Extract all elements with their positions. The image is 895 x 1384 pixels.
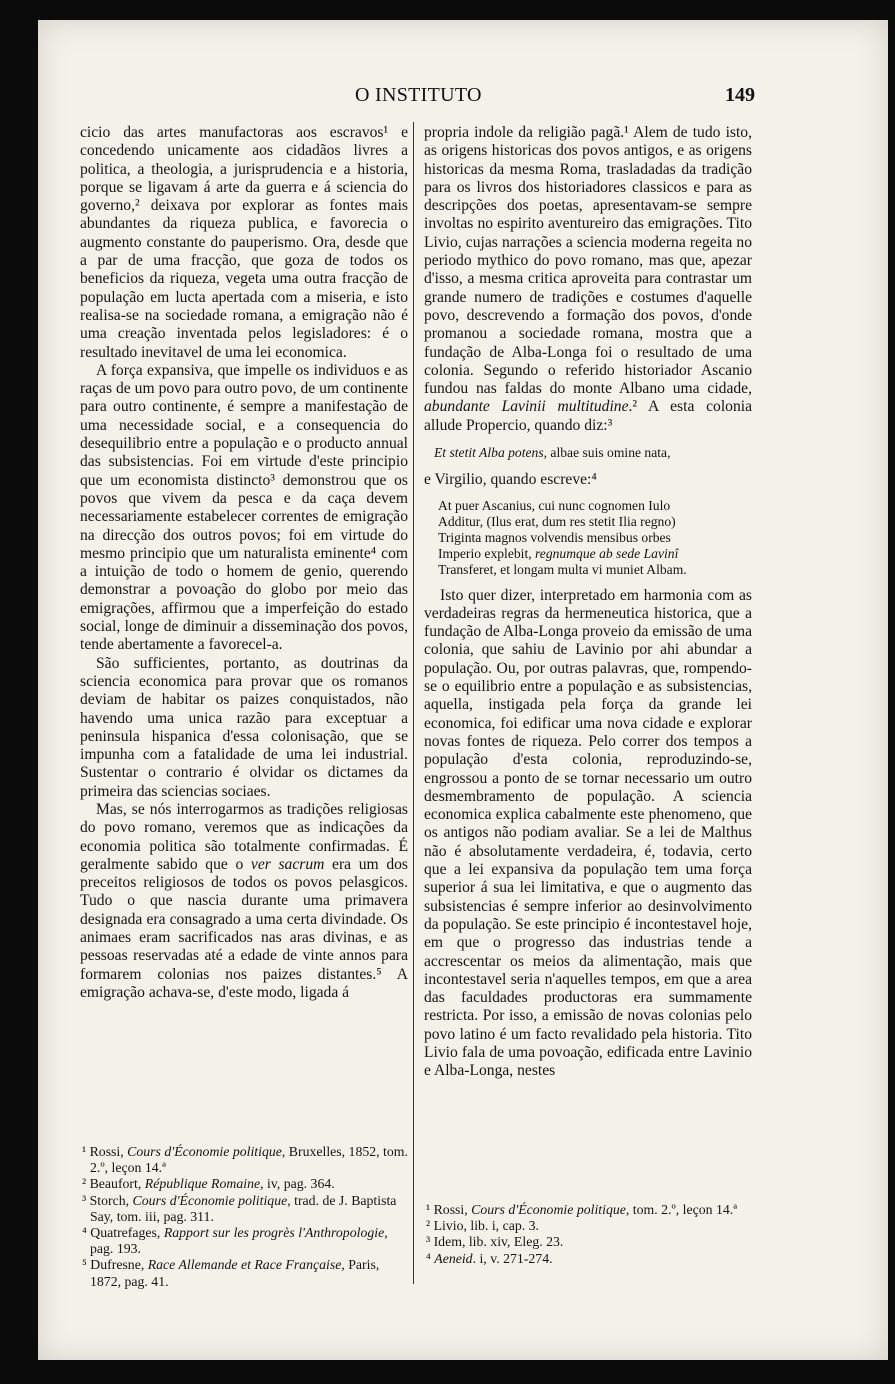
footnote [424,1218,752,1234]
footnote-text: , Bruxelles, 1852, tom. 2.º, leçon 14.ª [90,1144,408,1176]
footnote-text: Livio, lib. i, cap. 3. [430,1218,539,1234]
footnote-text: Dufresne, [86,1257,148,1273]
footnote-title: Rapport sur les progrès l'Anthropologie [163,1225,385,1241]
page-number: 149 [725,84,755,106]
footnote-text: , trad. de J. Baptista Say, tom. iii, pag. 311. [90,1192,397,1224]
footnote-mark: ³ [426,1234,431,1250]
footnote-text: , tom. 2.º, leçon 14.ª [625,1202,738,1217]
right-footnotes [424,1202,752,1267]
footnote [80,1225,408,1257]
footnote-mark: ⁴ [82,1225,87,1241]
paragraph: São sufficientes, portanto, as doutrinas da sciencia economica para provar que os romanos deviam de habitar os paizes conquistados, não havendo uma unica razão para exceptuar a peninsula hispanica d'essa colonisação, que se impunha com a fatalidade de uma lei industrial. Sustentar o contrario é olvidar os dictames da primeira das sciencias sociaes. [80,654,408,800]
footnote-text: , iv, pag. 364. [260,1176,335,1192]
footnote-mark: ² [426,1218,431,1234]
verse-line: At puer Ascanius, cui nunc cognomen Iulo [438,497,671,513]
footnote-text: Storch, [86,1192,133,1208]
verse-italic: regnumque ab sede Lavinî [535,546,679,562]
paragraph: e Virgilio, quando escreve:⁴ [424,471,597,489]
footnote-mark: ² [82,1176,87,1192]
verse-text: albae suis omine nata, [547,445,671,461]
verse-line [434,445,752,461]
footnote-title: Race Allemande et Race Française [147,1257,342,1273]
italic-quote: abundante Lavinii multitudine [424,398,629,416]
footnote-text: , Paris, 1872, pag. 41. [90,1257,380,1289]
footnote [424,1202,752,1218]
verse-virgil [438,498,752,579]
verse-propertius [434,445,752,461]
paragraph: A força expansiva, que impelle os individuos e as raças de um povo para outro povo, de um continente para outro continente, é sempre a manifestação de uma necessidade social, e a consequencia do desequilibrio entre a população e o producto annual das subsistencias. Foi em virtude d'este principio que um economista distincto³ demonstrou que os povos que vivem da pesca e da caça devem necessariamente estabelecer correntes de emigração na direcção dos outros povos; foi em virtude do mesmo principio que um naturalista eminente⁴ com a intuição de todo o homem de genio, querendo demonstrar a povoação do globo por meio das emigrações, affirmou que a imperfeição do estado social, longe de diminuir a disseminação dos povos, tende abertamente a favorecel-a. [80,361,408,654]
column-divider [413,122,414,1284]
footnote-text: Rossi, [430,1202,472,1217]
footnote-text: Beaufort, [86,1176,145,1192]
left-column [80,124,408,1002]
running-title: O INSTITUTO [355,84,482,106]
footnote-mark: ⁵ [82,1257,87,1273]
footnote [80,1193,408,1225]
footnote-mark: ¹ [82,1144,87,1159]
footnote-mark: ³ [82,1192,87,1208]
italic-term: ver sacrum [250,855,325,873]
paragraph [80,801,408,1002]
paragraph: Isto quer dizer, interpretado em harmonia com as verdadeiras regras da hermeneutica historica, que a fundação de Alba-Longa proveio da emissão de uma colonia, que sahiu de Lavinio por ahi abundar a população. Ou, por outras palavras, que, rompendo-se o equilibrio entre a população e as subsistencias, aquella, instigada pela força da grande lei economica, foi edificar uma nova cidade e explorar novas fontes de riqueza. Pelo correr dos tempos a população d'esta colonia, reproduzindo-se, engrossou a ponto de se tornar necessario um outro desmembramento de população. A sciencia economica explica cabalmente este phenomeno, que os antigos não podiam avaliar. Se a lei de Malthus não é absolutamente verdadeira, é, todavia, certo que a lei expansiva da população tem uma força superior á sua lei limitativa, e que o augmento das subsistencias é sempre inferior ao desinvolvimento da população. Se este principio é incontestavel hoje, em que o progresso das industrias tende a accrescentar os meios da alimentação, mais que incontestavel seria n'aquelles tempos, em que a area das faculdades productoras era summamente restricta. Por isso, a emissão de novas colonias pelo povo latino é um facto revalidado pela historia. Tito Livio fala de uma povoação, edificada entre Lavinio e Alba-Longa, nestes [424,586,752,1080]
footnote-text: , pag. 193. [90,1225,388,1257]
verse-line [438,546,752,562]
footnote-title: Cours d'Économie politique [132,1192,288,1208]
left-footnotes [80,1144,408,1290]
footnote-text: Idem, lib. xiv, Eleg. 23. [430,1234,564,1250]
footnote [80,1257,408,1289]
verse-line: Transferet, et longam multa vi muniet Albam. [438,562,687,578]
page-header [0,84,895,114]
paragraph: cicio das artes manufactoras aos escravos¹ e concedendo unicamente aos cidadãos livres a politica, a theologia, a jurisprudencia e a historia, porque se ligavam á arte da guerra e á sciencia do governo,² deixava por explorar as fontes mais abundantes da riqueza publica, e favorecia o augmento constante do pauperismo. Ora, desde que a par de uma fracção, que goza de todos os beneficios da riqueza, vegeta uma outra fracção de população em lucta apertada com a miseria, e isto realisa-se na sociedade romana, a emigração não é uma creação inventada pelos legisladores: é o resultado inevitavel de uma lei economica. [80,124,408,361]
footnote [424,1234,752,1250]
paragraph-text: .² A esta colonia allude Propercio, quando diz:³ [424,398,752,434]
verse-text: Imperio explebit, [438,546,536,562]
verse-line: Triginta magnos volvendis mensibus orbes [438,529,671,545]
paragraph-text: era um dos preceitos religiosos de todos os povos pelasgicos. Tudo o que nascia durante uma primavera designada era consagrado a uma certa divindade. Os animaes eram sacrificados nas aras divinas, e as pessoas reservadas até a edade de vinte annos para formarem colonias nos paizes distantes.⁵ A emigração achava-se, d'este modo, ligada á [80,855,408,1001]
footnote [80,1144,408,1176]
footnote-text: Rossi, [86,1144,128,1159]
footnote-title: République Romaine [144,1176,261,1192]
paragraph [424,124,752,435]
footnote-title: Aeneid [434,1250,473,1266]
right-column [424,124,752,1081]
footnote-text: . i, v. 271-274. [472,1250,553,1266]
footnote-text: Quatrefages, [86,1225,164,1241]
verse-line: Additur, (Ilus erat, dum res stetit Ilia regno) [438,513,676,529]
footnote-mark: ¹ [426,1202,431,1217]
footnote [424,1251,752,1267]
footnote-title: Cours d'Économie politique [127,1144,282,1159]
verse-italic: Et stetit Alba potens, [434,445,548,461]
footnote-mark: ⁴ [426,1250,431,1266]
footnote-title: Cours d'Économie politique [471,1202,626,1217]
paragraph-text: propria indole da religião pagã.¹ Alem de tudo isto, as origens historicas dos povos antigos, e as origens historicas da mesma Roma, trasladadas da tradição para os livros dos historiadores classicos e para as descripções dos poetas, apresentavam-se sempre involtas no espirito aventureiro das emigrações. Tito Livio, cujas narrações a sciencia moderna regeita no periodo mythico do povo romano, mas que, apezar d'isso, a mesma critica aproveita para contrastar um grande numero de tradições e costumes d'aquelle povo, descrevendo a formação dos povos, d'onde promanou a sociedade romana, mostra que a fundação de Alba-Longa foi o resultado de uma colonia. Segundo o referido historiador Ascanio fundou nas faldas do monte Albano uma cidade, [424,124,752,398]
footnote [80,1176,408,1192]
paragraph-text: Mas, se nós interrogarmos as tradições religiosas do povo romano, veremos que as indicações da economia politica são totalmente confirmadas. É geralmente sabido que o [80,800,408,873]
